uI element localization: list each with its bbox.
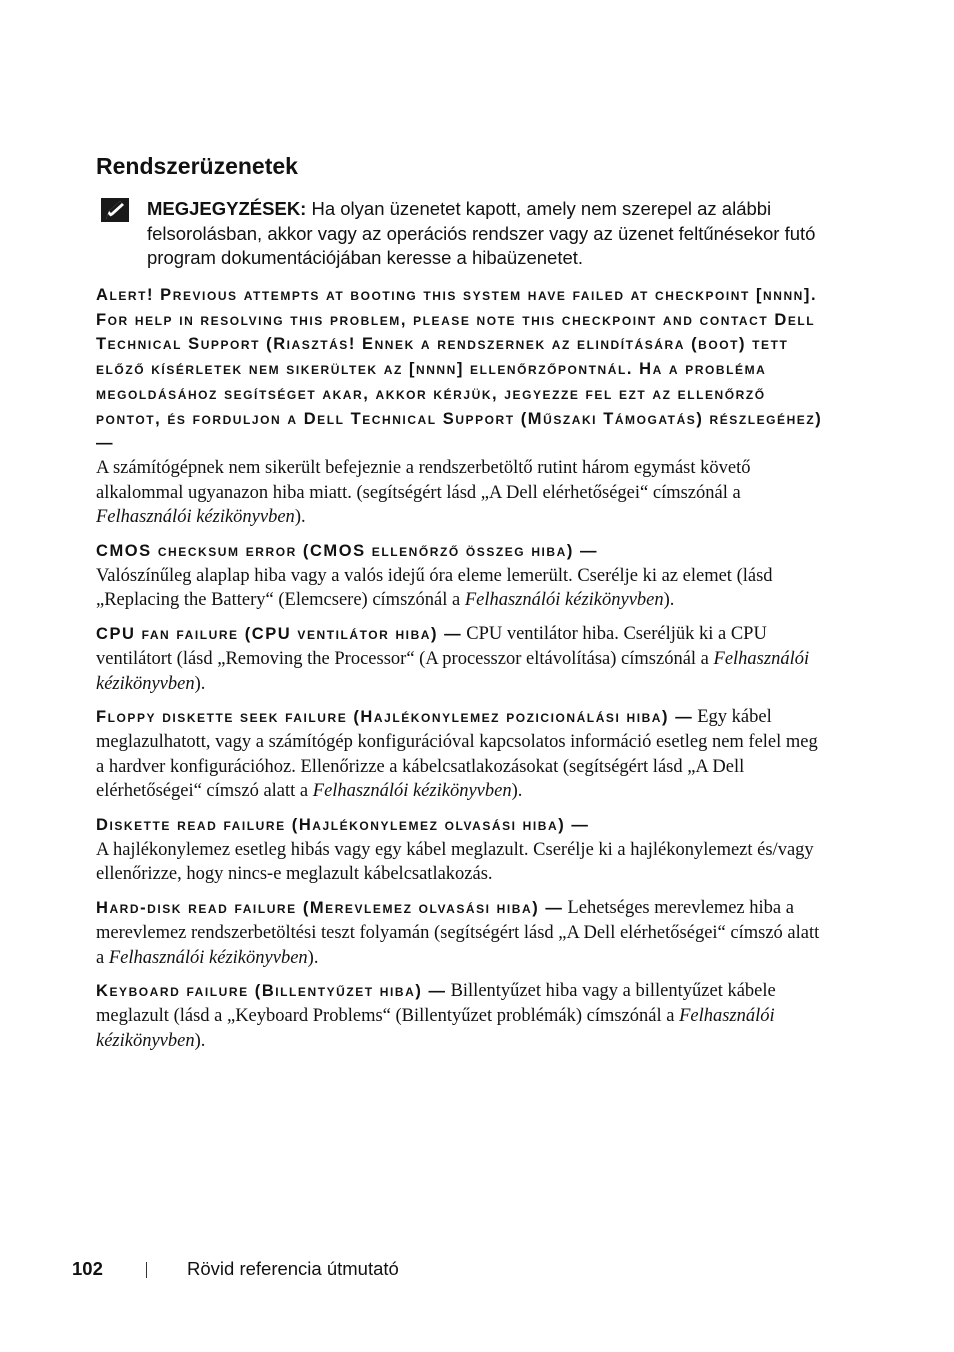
message-entry-diskette-read xyxy=(96,813,826,887)
message-entry-hard-disk xyxy=(96,896,826,970)
message-title: Diskette read failure (Hajlékonylemez olvasási hiba) — xyxy=(96,816,590,835)
message-entry-floppy-seek xyxy=(96,705,826,804)
page-number: 102 xyxy=(72,1258,103,1279)
message-entry-cmos xyxy=(96,539,826,613)
message-entry-keyboard xyxy=(96,979,826,1053)
message-title: CPU fan failure (CPU ventilátor hiba) — xyxy=(96,625,463,644)
message-entry-alert xyxy=(96,283,826,530)
message-description: Egy kábel meglazulhatott, vagy a számítógép konfigurációval kapcsolatos információ esetleg nem felel meg a hardver konfigurációhoz. Ellenőrizze a kábelcsatlakozásokat (segítségért lásd „A Dell elérhetőségei“ címszó alatt a Felhasználói kézikönyvben). xyxy=(96,707,818,802)
message-description: A hajlékonylemez esetleg hibás vagy egy kábel meglazult. Cserélje ki a hajlékonylemezt és/vagy ellenőrizze, hogy nincs-e meglazult kábelcsatlakozás. xyxy=(96,839,814,885)
page-heading: Rendszerüzenetek xyxy=(96,153,298,179)
message-list xyxy=(96,283,826,1062)
message-description: Billentyűzet hiba vagy a billentyűzet kábele meglazult (lásd a „Keyboard Problems“ (Billentyűzet problémák) címszónál a Felhasználói kézikönyvben). xyxy=(96,981,776,1051)
message-title: Hard-disk read failure (Merevlemez olvasási hiba) — xyxy=(96,899,564,918)
message-title: Floppy diskette seek failure (Hajlékonylemez pozicionálási hiba) — xyxy=(96,708,694,727)
footer-section-title: Rövid referencia útmutató xyxy=(187,1258,399,1279)
message-description: Lehetséges merevlemez hiba a merevlemez rendszerbetöltési teszt folyamán (segítségért lásd „A Dell elérhetőségei“ címszó alatt a Felhasználói kézikönyvben). xyxy=(96,898,820,968)
message-title: Alert! Previous attempts at booting this system have failed at checkpoint [nnnn]. For help in resolving this problem, please note this checkpoint and contact Dell Technical Support (Riasztás! Ennek a rendszernek az elindítására (boot) tett előző kísérletek nem sikerültek az [nnnn] ellenőrzőpontnál. Ha a probléma megoldásához segítséget akar, akkor kérjük, jegyezze fel ezt az ellenőrző pontot, és forduljon a Dell Technical Support (Műszaki Támogatás) részlegéhez) — xyxy=(96,286,823,453)
message-description: CPU ventilátor hiba. Cseréljük ki a CPU ventilátort (lásd „Removing the Processor“ (A processzor eltávolítása) címszónál a Felhasználói kézikönyvben). xyxy=(96,624,810,694)
message-entry-cpu-fan xyxy=(96,622,826,696)
message-description: A számítógépnek nem sikerült befejeznie a rendszerbetöltő rutint három egymást követő alkalommal ugyanazon hiba miatt. (segítségért lásd „A Dell elérhetőségei“ címszónál a Felhasználói kézikönyvben). xyxy=(96,457,751,528)
note-block xyxy=(147,197,847,271)
message-title: Keyboard failure (Billentyűzet hiba) — xyxy=(96,982,447,1001)
footer-divider xyxy=(146,1262,147,1278)
note-label: MEGJEGYZÉSEK: xyxy=(147,198,307,219)
message-title: CMOS checksum error (CMOS ellenőrző összeg hiba) — xyxy=(96,542,599,561)
message-description: Valószínűleg alaplap hiba vagy a valós idejű óra eleme lemerült. Cserélje ki az elemet (lásd „Replacing the Battery“ (Elemcsere) címszónál a Felhasználói kézikönyvben). xyxy=(96,565,773,611)
note-text: Ha olyan üzenetet kapott, amely nem szerepel az alábbi felsorolásban, akkor vagy az operációs rendszer vagy az üzenet feltűnésekor futó program dokumentációjában keresse a hibaüzenetet. xyxy=(147,198,816,269)
note-pencil-icon xyxy=(101,198,129,222)
